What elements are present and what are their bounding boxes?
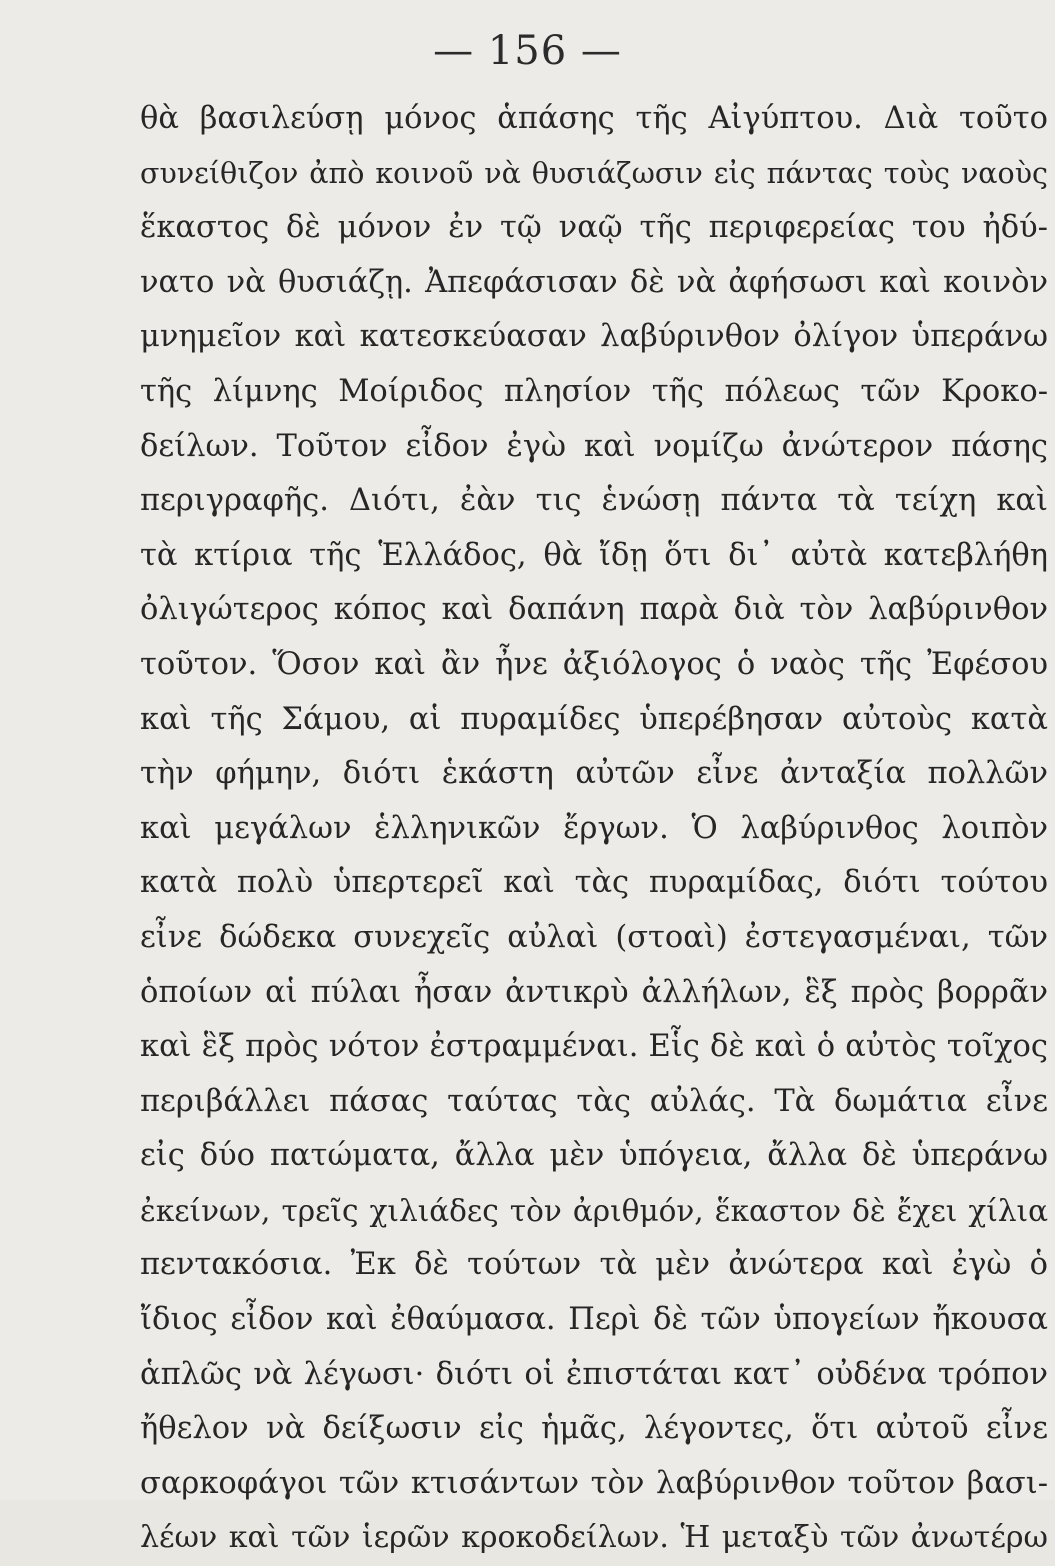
text-line: πεντακόσια. Ἐκ δὲ τούτων τὰ μὲν ἀνώτερα καὶ ἐγὼ ὁ (140, 1247, 1048, 1283)
text-line: τὰ κτίρια τῆς Ἑλλάδος, θὰ ἴδῃ ὅτι δι᾽ αὐτὰ κατεβλήθη (140, 537, 1048, 573)
text-line: ἕκαστος δὲ μόνον ἐν τῷ ναῷ τῆς περιφερείας του ἠδύ- (140, 210, 1048, 246)
text-line: περιβάλλει πάσας ταύτας τὰς αὐλάς. Τὰ δωμάτια εἶνε (140, 1083, 1048, 1119)
text-line: καὶ τῆς Σάμου, αἱ πυραμίδες ὑπερέβησαν αὐτοὺς κατὰ (140, 701, 1048, 737)
text-line: δείλων. Τοῦτον εἶδον ἐγὼ καὶ νομίζω ἀνώτερον πάσης (140, 428, 1048, 464)
text-line: ἤθελον νὰ δείξωσιν εἰς ἡμᾶς, λέγοντες, ὅτι αὐτοῦ εἶνε (140, 1411, 1048, 1447)
text-line: περιγραφῆς. Διότι, ἐὰν τις ἑνώσῃ πάντα τὰ τείχη καὶ (140, 483, 1048, 519)
text-line: ἐκείνων, τρεῖς χιλιάδες τὸν ἀριθμόν, ἕκαστον δὲ ἔχει χίλια (140, 1193, 1048, 1228)
text-line: συνείθιζον ἀπὸ κοινοῦ νὰ θυσιάζωσιν εἰς πάντας τοὺς ναοὺς (140, 156, 1048, 190)
text-line: ἁπλῶς νὰ λέγωσι· διότι οἱ ἐπιστάται κατ᾽ οὐδένα τρόπον (140, 1356, 1048, 1392)
text-line: εἶνε δώδεκα συνεχεῖς αὐλαὶ (στοαὶ) ἐστεγασμέναι, τῶν (140, 919, 1048, 955)
text-line: καὶ ἓξ πρὸς νότον ἐστραμμέναι. Εἷς δὲ καὶ ὁ αὐτὸς τοῖχος (140, 1029, 1048, 1065)
text-line: μνημεῖον καὶ κατεσκεύασαν λαβύρινθον ὀλίγον ὑπεράνω (140, 319, 1048, 355)
text-line: ὁποίων αἱ πύλαι ἦσαν ἀντικρὺ ἀλλήλων, ἓξ πρὸς βορρᾶν (140, 974, 1048, 1010)
page-number: — 156 — (433, 28, 622, 74)
text-line: κατὰ πολὺ ὑπερτερεῖ καὶ τὰς πυραμίδας, διότι τούτου (140, 865, 1048, 901)
body-text (140, 92, 1048, 1566)
text-line: τὴν φήμην, διότι ἑκάστη αὐτῶν εἶνε ἀνταξία πολλῶν (140, 756, 1048, 792)
text-line: τοῦτον. Ὅσον καὶ ἂν ἦνε ἀξιόλογος ὁ ναὸς τῆς Ἐφέσου (140, 646, 1048, 682)
text-line: λέων καὶ τῶν ἱερῶν κροκοδείλων. Ἡ μεταξὺ τῶν ἀνωτέρω (140, 1520, 1048, 1556)
text-line: σαρκοφάγοι τῶν κτισάντων τὸν λαβύρινθον τοῦτον βασι- (140, 1465, 1048, 1501)
text-line: εἰς δύο πατώματα, ἄλλα μὲν ὑπόγεια, ἄλλα δὲ ὑπεράνω (140, 1138, 1048, 1174)
text-line: καὶ μεγάλων ἑλληνικῶν ἔργων. Ὁ λαβύρινθος λοιπὸν (140, 810, 1048, 846)
text-line: ἴδιος εἶδον καὶ ἐθαύμασα. Περὶ δὲ τῶν ὑπογείων ἤκουσα (140, 1302, 1048, 1338)
text-line: νατο νὰ θυσιάζῃ. Ἀπεφάσισαν δὲ νὰ ἀφήσωσι καὶ κοινὸν (140, 264, 1048, 300)
text-line: ὀλιγώτερος κόπος καὶ δαπάνη παρὰ διὰ τὸν λαβύρινθον (140, 592, 1048, 628)
text-line: τῆς λίμνης Μοίριδος πλησίον τῆς πόλεως τῶν Κροκο- (140, 373, 1048, 409)
text-line: θὰ βασιλεύσῃ μόνος ἁπάσης τῆς Αἰγύπτου. Διὰ τοῦτο (140, 101, 1048, 136)
